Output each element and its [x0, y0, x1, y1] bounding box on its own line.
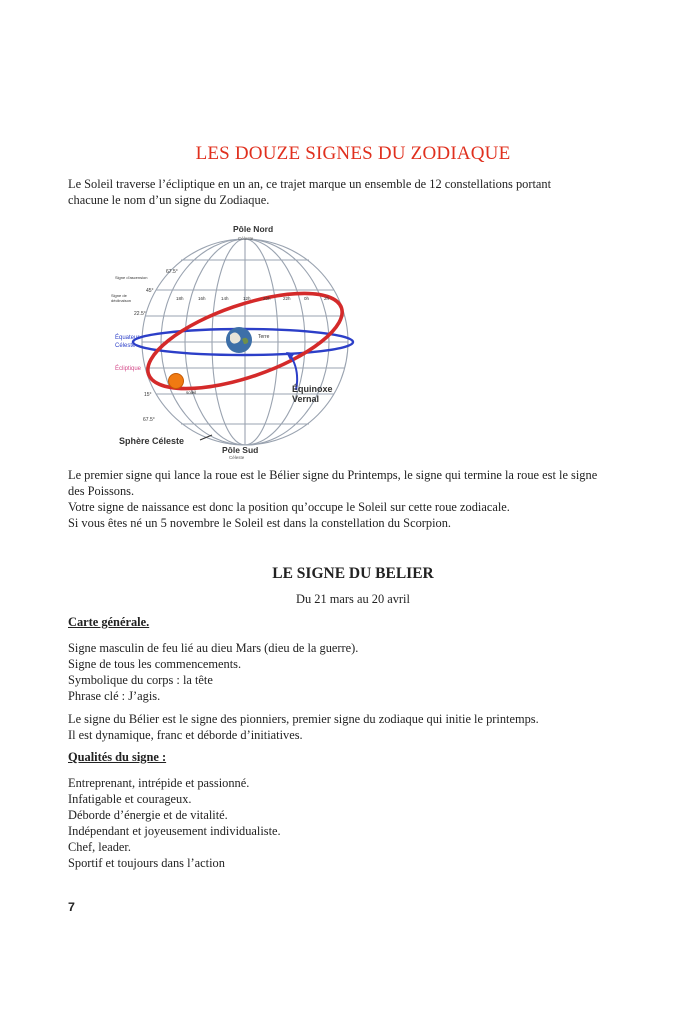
section-dates: Du 21 mars au 20 avril: [296, 592, 410, 606]
equinox-label-1: Équinoxe: [292, 384, 333, 394]
declinaison-label-2: déclinaison: [111, 298, 132, 303]
intro-line: Le Soleil traverse l’écliptique en un an, ce trajet marque un ensemble de 12 constellations portant: [68, 177, 552, 191]
hour-label: 0h: [304, 296, 310, 301]
body-paragraph: [68, 467, 597, 531]
equinox-label-2: Vernal: [292, 394, 320, 404]
degree-label: 67.5°: [143, 417, 155, 423]
qualite-line: Déborde d’énergie et de vitalité.: [68, 808, 228, 822]
page-title: LES DOUZE SIGNES DU ZODIAQUE: [195, 143, 511, 164]
degree-label: 45°: [146, 288, 154, 294]
qualite-line: Infatigable et courageux.: [68, 792, 192, 806]
intro-line: chacune le nom d’un signe du Zodiaque.: [68, 193, 270, 207]
qualite-line: Chef, leader.: [68, 840, 131, 854]
carte-line: Signe masculin de feu lié au dieu Mars (dieu de la guerre).: [68, 641, 359, 655]
ecliptic-label: Écliptique: [115, 366, 142, 372]
pole-sud-sub: Céleste: [229, 455, 245, 460]
celestial-sphere-diagram: [108, 218, 360, 460]
hour-label: 18h: [176, 296, 184, 301]
body-line: Votre signe de naissance est donc la position qu’occupe le Soleil sur cette roue zodiacale.: [68, 500, 510, 514]
carte-label: Carte générale.: [68, 615, 150, 629]
sphere-label: Sphère Céleste: [119, 436, 185, 446]
qualite-line: Indépendant et joyeusement individualiste.: [68, 824, 281, 838]
body-line: Le premier signe qui lance la roue est le Bélier signe du Printemps, le signe qui termine la roue est le signe: [68, 468, 598, 482]
equator-label-1: Équateur: [115, 335, 140, 341]
qualites-label: Qualités du signe :: [68, 750, 167, 764]
hour-label: 16h: [198, 296, 206, 301]
hour-label: 2h: [324, 296, 330, 301]
hour-label: 22h: [283, 296, 291, 301]
hour-label: 20h: [263, 296, 271, 301]
equator-label-2: Céleste: [115, 343, 136, 349]
qualites-list: [68, 775, 281, 871]
degree-label: 22.5°: [134, 311, 146, 317]
carte-line: Phrase clé : J’agis.: [68, 689, 161, 703]
carte-line: Symbolique du corps : la tête: [68, 673, 213, 687]
carte-list: [68, 640, 358, 704]
degree-label: 15°: [144, 392, 152, 398]
intro-paragraph: [68, 176, 551, 208]
belier-line: Il est dynamique, franc et déborde d’initiatives.: [68, 728, 303, 742]
belier-line: Le signe du Bélier est le signe des pionniers, premier signe du zodiaque qui initie le printemps.: [68, 712, 539, 726]
section-title: LE SIGNE DU BELIER: [272, 565, 434, 582]
pole-nord-label: Pôle Nord: [233, 224, 274, 234]
declinaison-label-1: Signe de: [111, 293, 127, 298]
sun-label: soleil: [186, 390, 197, 395]
qualite-line: Entreprenant, intrépide et passionné.: [68, 776, 250, 790]
sun-icon: [169, 374, 184, 389]
hour-label: 12h: [243, 296, 251, 301]
carte-line: Signe de tous les commencements.: [68, 657, 242, 671]
page-number: 7: [68, 900, 75, 914]
ascension-label: Signe d’ascension: [115, 275, 148, 280]
body-line: Si vous êtes né un 5 novembre le Soleil est dans la constellation du Scorpion.: [68, 516, 452, 530]
pole-sud-label: Pôle Sud: [222, 445, 259, 455]
belier-paragraph: [68, 711, 539, 743]
body-line: des Poissons.: [68, 484, 135, 498]
degree-label: 67.5°: [166, 269, 178, 275]
earth-label: Terre: [258, 334, 270, 340]
hour-label: 14h: [221, 296, 229, 301]
pole-nord-sub: Céleste: [238, 236, 254, 241]
qualite-line: Sportif et toujours dans l’action: [68, 856, 225, 870]
